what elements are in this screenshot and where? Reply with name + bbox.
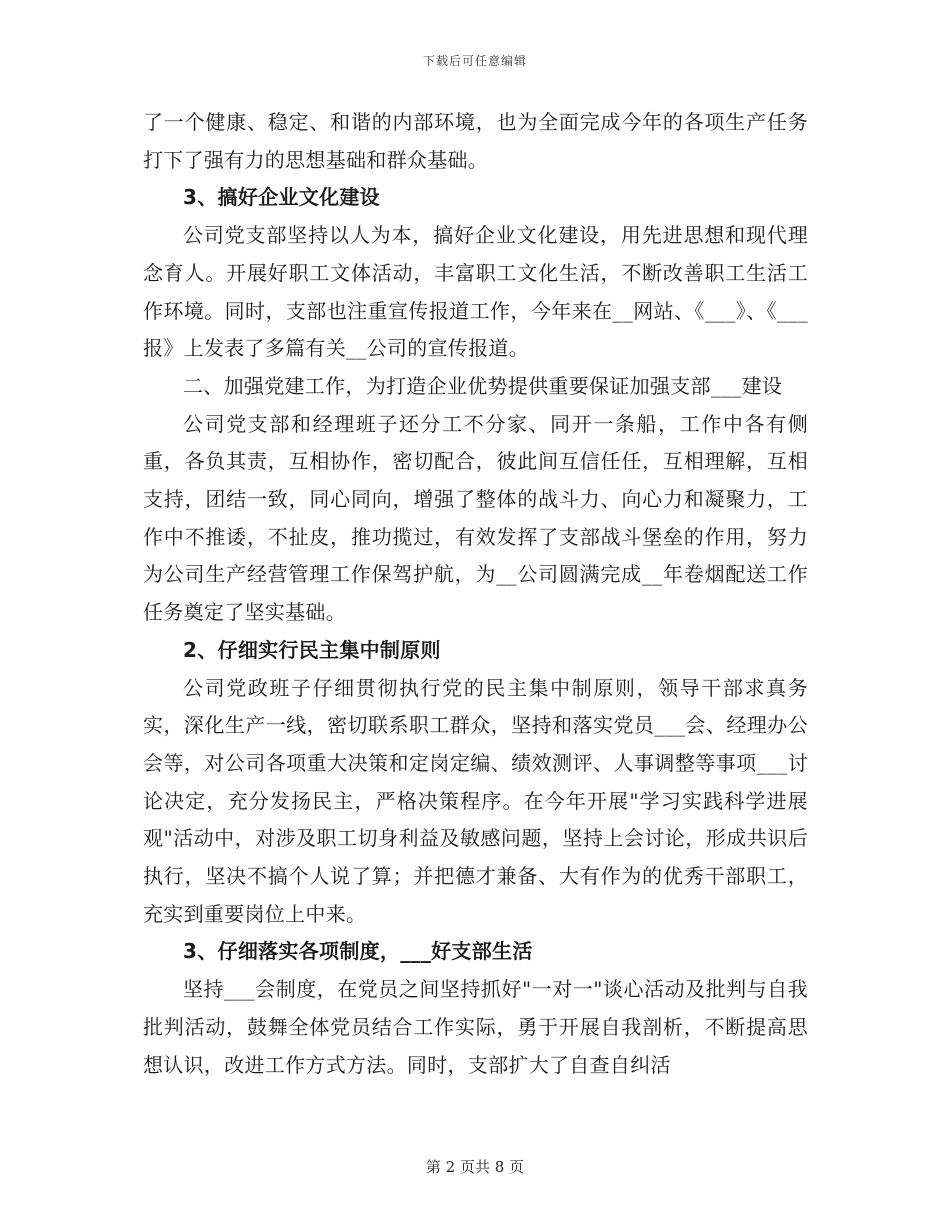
paragraph-subtitle: 二、加强党建工作，为打造企业优势提供重要保证加强支部___建设	[183, 373, 783, 398]
section-heading: 3、仔细落实各项制度，___好支部生活	[183, 939, 533, 964]
page-number: 第 2 页共 8 页	[425, 1158, 525, 1176]
paragraph: 公司党支部和经理班子还分工不分家、同开一条船，工作中各有侧重，各负其责，互相协作，密切配合，彼此间互信任任，互相理解，互相支持，团结一致，同心同向，增强了整体的战斗力、向心力和凝聚力，工作中不推诿，不扯皮，推功揽过，有效发挥了支部战斗堡垒的作用，努力为公司生产经营管理工作保驾护航，为__公司圆满完成__年卷烟配送工作任务奠定了坚实基础。	[143, 411, 808, 625]
paragraph: 公司党政班子仔细贯彻执行党的民主集中制原则，领导干部求真务实，深化生产一线，密切联系职工群众，坚持和落实党员___会、经理办公会等，对公司各项重大决策和定岗定编、绩效测评、人事调整等事项___讨论决定，充分发扬民主，严格决策程序。在今年开展"学习实践科学进展观"活动中，对涉及职工切身利益及敏感问题，坚持上会讨论，形成共识后执行，坚决不搞个人说了算；并把德才兼备、大有作为的优秀干部职工，充实到重要岗位上中来。	[143, 675, 808, 926]
paragraph: 坚持___会制度，在党员之间坚持抓好"一对一"谈心活动及批判与自我批判活动，鼓舞全体党员结合工作实际，勇于开展自我剖析，不断提高思想认识，改进工作方式方法。同时，支部扩大了自查自纠活	[143, 977, 808, 1077]
section-heading: 2、仔细实行民主集中制原则	[183, 637, 441, 662]
paragraph: 公司党支部坚持以人为本，搞好企业文化建设，用先进思想和现代理念育人。开展好职工文体活动，丰富职工文化生活，不断改善职工生活工作环境。同时，支部也注重宣传报道工作，今年来在__网站、《___》、《___报》上发表了多篇有关__公司的宣传报道。	[143, 223, 808, 361]
section-heading: 3、搞好企业文化建设	[183, 185, 380, 210]
page-header: 下载后可任意编辑	[422, 54, 527, 68]
paragraph-continuation: 了一个健康、稳定、和谐的内部环境，也为全面完成今年的各项生产任务打下了强有力的思想基础和群众基础。	[143, 110, 808, 172]
document-body	[143, 104, 808, 1084]
